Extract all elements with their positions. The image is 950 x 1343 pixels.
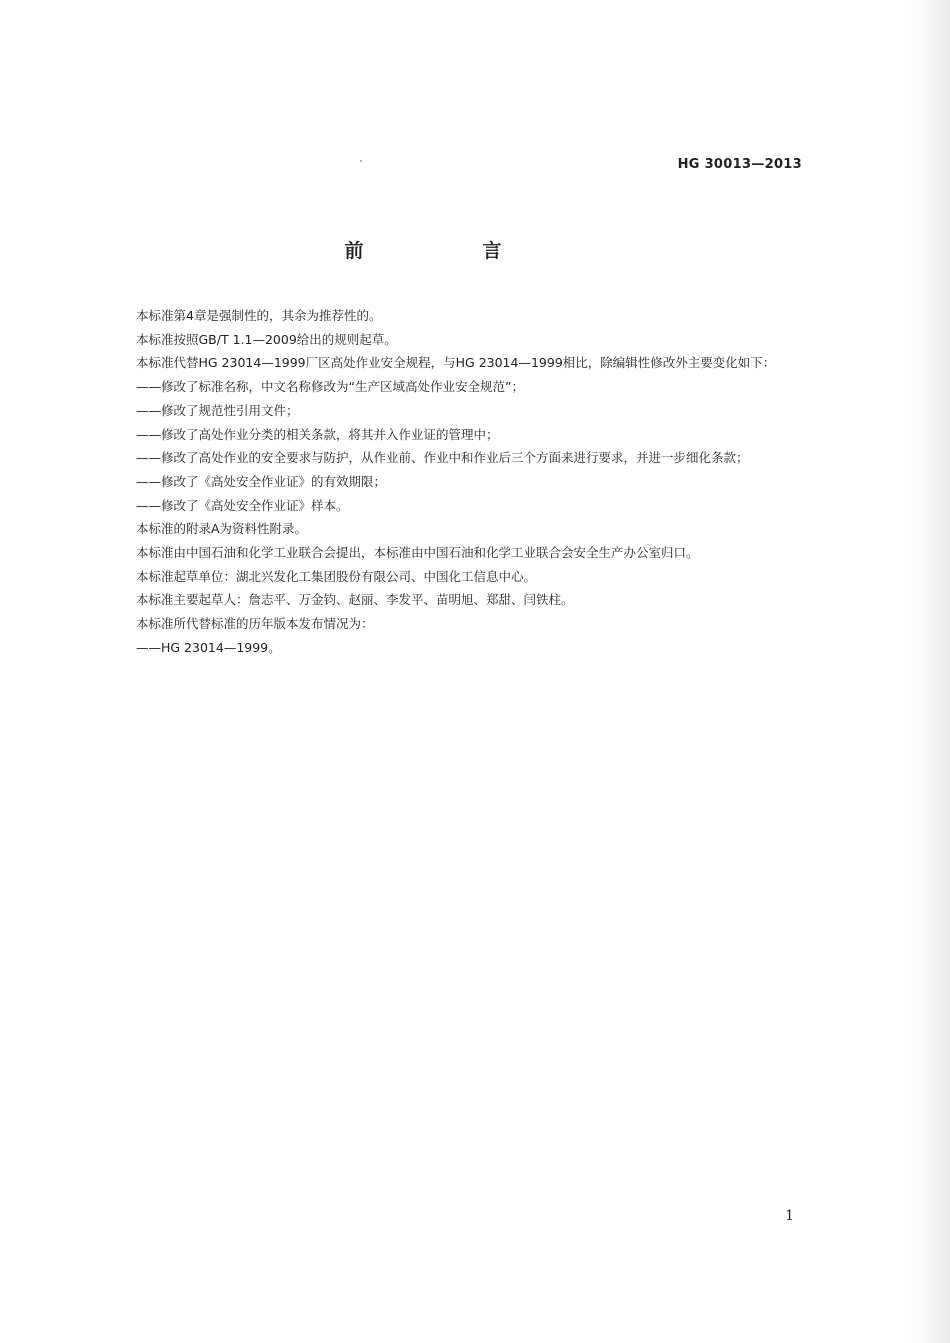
- paragraph: 本标准由中国石油和化学工业联合会提出，本标准由中国石油和化学工业联合会安全生产办公室归口。: [136, 545, 699, 561]
- change-item: ——修改了高处作业分类的相关条款，将其并入作业证的管理中；: [136, 426, 499, 442]
- paragraph: 本标准主要起草人：詹志平、万金钧、赵丽、李发平、苗明旭、郑甜、闫铁柱。: [136, 592, 574, 608]
- page-number: 1: [785, 1208, 794, 1224]
- scan-edge-shadow: [904, 0, 950, 1343]
- paragraph: 本标准按照GB/T 1.1—2009给出的规则起草。: [136, 331, 397, 347]
- change-item: ——修改了《高处安全作业证》的有效期限；: [136, 473, 387, 489]
- history-item: ——HG 23014—1999。: [136, 639, 281, 655]
- standard-code: HG 30013—2013: [677, 157, 802, 172]
- page-title: 前 言: [344, 240, 552, 262]
- change-item: ——修改了《高处安全作业证》样本。: [136, 497, 349, 513]
- paragraph: 本标准所代替标准的历年版本发布情况为：: [136, 616, 374, 632]
- foreword-body: [111, 304, 803, 660]
- paragraph: 本标准第4章是强制性的，其余为推荐性的。: [136, 308, 382, 323]
- change-item: ——修改了高处作业的安全要求与防护，从作业前、作业中和作业后三个方面来进行要求，并进一步细化条款；: [136, 450, 749, 466]
- change-item: ——修改了规范性引用文件；: [136, 402, 299, 418]
- change-item: ——修改了标准名称，中文名称修改为“生产区域高处作业安全规范”；: [136, 379, 524, 395]
- scan-speck: [360, 160, 362, 162]
- paragraph: 本标准起草单位：湖北兴发化工集团股份有限公司、中国化工信息中心。: [136, 568, 537, 584]
- paragraph: 本标准的附录A为资料性附录。: [136, 521, 308, 537]
- paragraph: 本标准代替HG 23014—1999厂区高处作业安全规程，与HG 23014—1999相比，除编辑性修改外主要变化如下：: [136, 355, 776, 371]
